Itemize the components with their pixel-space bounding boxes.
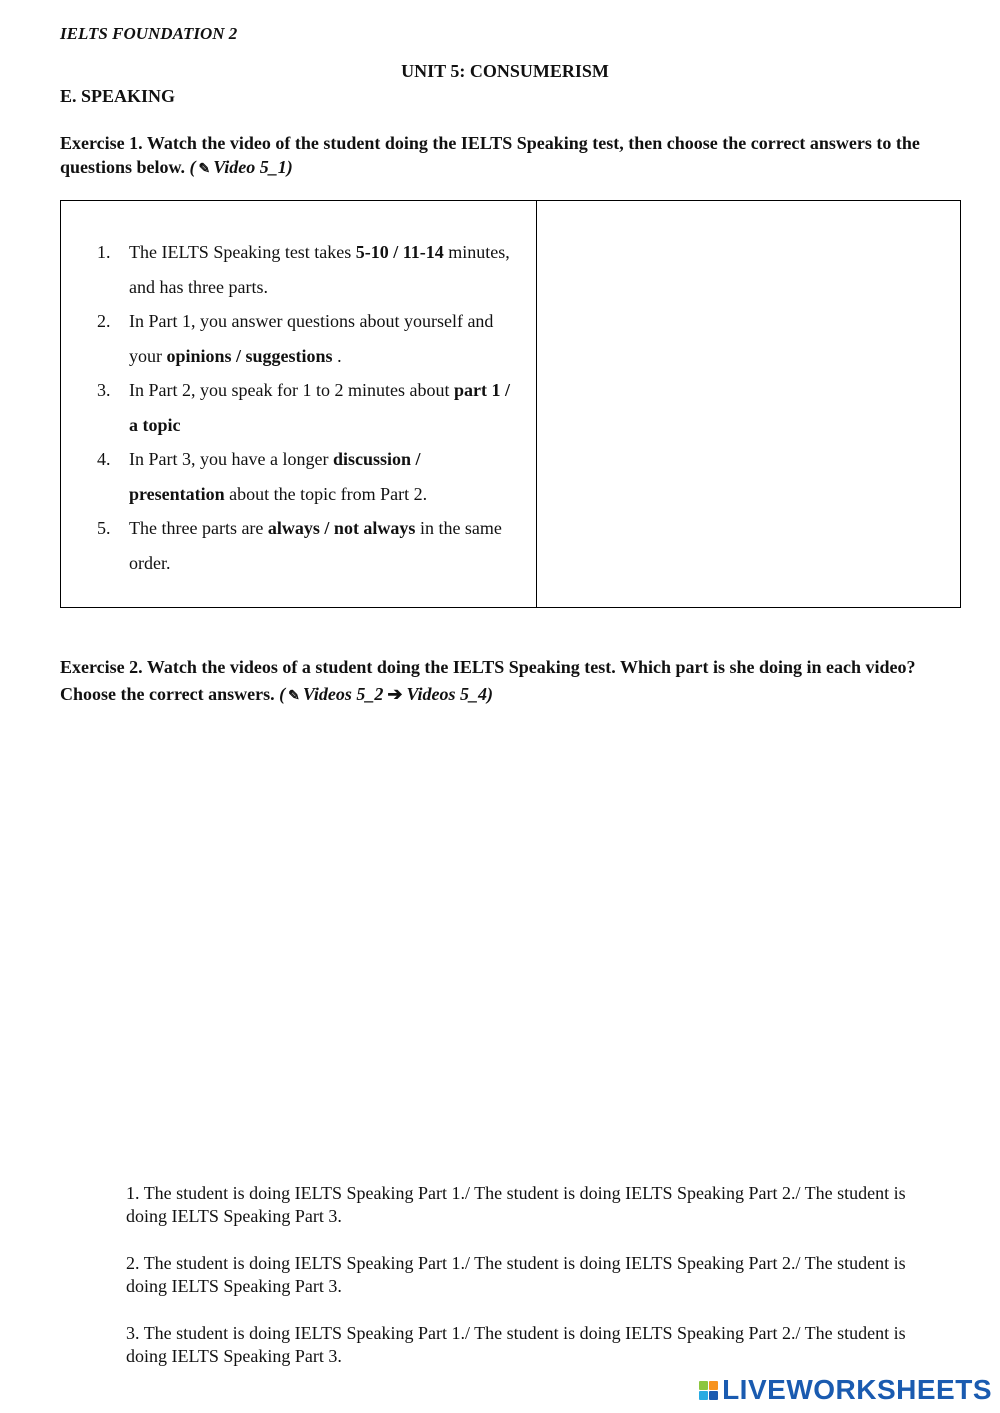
question-text-before: In Part 1, you answer questions about yourself and your bbox=[129, 311, 494, 366]
logo-mark-icon bbox=[699, 1381, 718, 1400]
item-number: 1. bbox=[126, 1183, 140, 1203]
video-icon: ✎ bbox=[198, 162, 211, 177]
question-item bbox=[97, 373, 517, 442]
brand-name: LIVEWORKSHEETS bbox=[722, 1374, 992, 1405]
question-text-after: in the same order. bbox=[129, 518, 502, 573]
unit-title: UNIT 5: CONSUMERISM bbox=[401, 61, 609, 81]
question-text-after: . bbox=[332, 345, 342, 366]
exercise2-label: Exercise 2. bbox=[60, 657, 143, 677]
question-item bbox=[97, 235, 517, 304]
arrow-right-icon: ➔ bbox=[387, 684, 403, 704]
exercise2-video-to: Videos 5_4 bbox=[406, 684, 487, 704]
exercise2-item[interactable] bbox=[126, 1252, 926, 1298]
answer-options[interactable]: 5-10 / 11-14 bbox=[355, 242, 444, 262]
video-area[interactable] bbox=[537, 201, 960, 607]
question-number: 4. bbox=[97, 449, 111, 469]
logo-tile bbox=[709, 1381, 718, 1390]
exercise2-item[interactable] bbox=[126, 1182, 926, 1228]
liveworksheets-logo bbox=[699, 1374, 992, 1406]
exercise2-text: Watch the videos of a student doing the IELTS Speaking test. Which part is she doing in each video? Choose the correct answers. bbox=[60, 657, 916, 704]
question-text-before: The three parts are bbox=[129, 518, 268, 538]
answer-options[interactable]: discussion / presentation bbox=[129, 449, 421, 504]
item-options[interactable]: The student is doing IELTS Speaking Part 1./ The student is doing IELTS Speaking Part 2./ The student is doing IELTS Speaking Part 3. bbox=[126, 1323, 906, 1366]
logo-tile bbox=[709, 1391, 718, 1400]
question-text-before: In Part 2, you speak for 1 to 2 minutes about bbox=[129, 380, 454, 400]
exercise1-question-list bbox=[97, 235, 517, 580]
exercise1-text: Watch the video of the student doing the IELTS Speaking test, then choose the correct answers to the questions below. bbox=[60, 133, 920, 177]
question-text-after: minutes, and has three parts. bbox=[129, 242, 510, 297]
exercise1-table bbox=[60, 200, 961, 608]
section-title: E. SPEAKING bbox=[60, 86, 176, 106]
exercise2-item[interactable] bbox=[126, 1322, 926, 1368]
logo-tile bbox=[699, 1391, 708, 1400]
exercise2-video-from: Videos 5_2 bbox=[302, 684, 384, 704]
question-number: 2. bbox=[97, 311, 111, 331]
question-text-before: In Part 3, you have a longer bbox=[129, 449, 333, 469]
exercise2-answer-list bbox=[126, 1182, 926, 1392]
exercise1-instruction: Exercise 1. Watch the video of the student doing the IELTS Speaking test, then choose the correct answers to the questions below. ( ✎ Video 5_1) bbox=[60, 131, 940, 182]
question-number: 5. bbox=[97, 518, 111, 538]
item-number: 3. bbox=[126, 1323, 140, 1343]
exercise2-instruction: Exercise 2. Watch the videos of a student doing the IELTS Speaking test. Which part is she doing in each video? Choose the correct answers. ( ✎ Videos 5_2 ➔ Videos 5_4) bbox=[60, 654, 960, 710]
answer-options[interactable]: part 1 / a topic bbox=[129, 380, 510, 435]
course-title: IELTS FOUNDATION 2 bbox=[60, 24, 238, 43]
question-item bbox=[97, 304, 517, 373]
item-options[interactable]: The student is doing IELTS Speaking Part 1./ The student is doing IELTS Speaking Part 2./ The student is doing IELTS Speaking Part 3. bbox=[126, 1253, 906, 1296]
item-options[interactable]: The student is doing IELTS Speaking Part 1./ The student is doing IELTS Speaking Part 2./ The student is doing IELTS Speaking Part 3. bbox=[126, 1183, 906, 1226]
question-item bbox=[97, 442, 517, 511]
item-number: 2. bbox=[126, 1253, 140, 1273]
question-text-after: about the topic from Part 2. bbox=[224, 483, 428, 504]
video-icon: ✎ bbox=[288, 689, 300, 704]
exercise1-label: Exercise 1 bbox=[60, 133, 139, 153]
exercise1-video-ref: Video 5_1 bbox=[213, 157, 287, 177]
question-text-before: The IELTS Speaking test takes bbox=[129, 242, 356, 262]
question-number: 1. bbox=[97, 242, 111, 262]
question-item bbox=[97, 511, 517, 580]
question-number: 3. bbox=[97, 380, 111, 400]
answer-options[interactable]: always / not always bbox=[267, 518, 416, 538]
answer-options[interactable]: opinions / suggestions bbox=[166, 345, 333, 366]
logo-tile bbox=[699, 1381, 708, 1390]
